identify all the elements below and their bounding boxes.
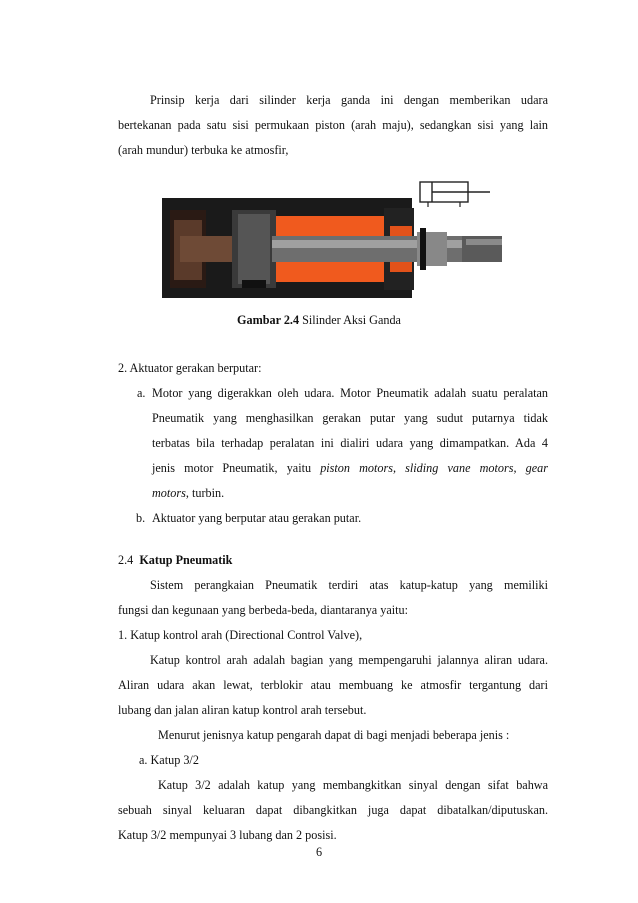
list-marker-b: b. [136,511,146,525]
section-2-heading: 2. Aktuator gerakan berputar: [118,361,262,375]
item-b-text: Aktuator yang berputar atau gerakan putar. [152,511,362,525]
katup-p4-line-2: sebuah sinyal keluaran dapat dibangkitkan juga dapat dibatalkan/diputuskan. [118,803,548,817]
section-2-4-heading [118,548,232,573]
katup-p1-line-1: Sistem perangkaian Pneumatik terdiri atas katup-katup yang memiliki [150,578,548,592]
item-a-line-5-text: , turbin. [185,486,225,500]
katup-p2-line-1: Katup kontrol arah adalah bagian yang mempengaruhi jalannya aliran udara. [150,653,548,667]
figure-caption [0,313,638,328]
item-a-line-3: terbatas bila terhadap peralatan ini dialiri udara yang dimampatkan. Ada 4 [152,436,548,450]
section-2-4-number: 2.4 [118,553,134,567]
katup-p2-line-3: lubang dan jalan aliran katup kontrol arah tersebut. [118,703,367,717]
item-a-line-1: Motor yang digerakkan oleh udara. Motor Pneumatik adalah suatu peralatan [152,386,548,400]
list-marker-a: a. [137,386,146,400]
katup-p2-line-2: Aliran udara akan lewat, terblokir atau membuang ke atmosfir tergantung dari [118,678,548,692]
item-a-line-5-italic: motors [152,486,186,500]
katup-p4-line-3: Katup 3/2 mempunyai 3 lubang dan 2 posisi. [118,828,337,842]
item-a-line-4-text: jenis motor Pneumatik, yaitu [152,461,321,475]
katup-sub-a: a. Katup 3/2 [139,753,199,767]
double-acting-cylinder-figure [162,180,502,300]
section-2-4-title: Katup Pneumatik [139,553,233,567]
intro-line-2: bertekanan pada satu sisi permukaan piston (arah maju), sedangkan sisi yang lain [118,118,548,132]
katup-p3: Menurut jenisnya katup pengarah dapat di bagi menjadi beberapa jenis : [158,728,510,742]
katup-list-item-1: 1. Katup kontrol arah (Directional Control Valve), [118,628,363,642]
item-a-line-5 [152,481,548,506]
cylinder-symbol-icon [420,182,490,207]
katup-p1-line-2: fungsi dan kegunaan yang berbeda-beda, diantaranya yaitu: [118,603,409,617]
katup-p4-line-1: Katup 3/2 adalah katup yang membangkitkan sinyal dengan sifat bahwa [158,778,548,792]
item-a-line-4 [152,456,548,481]
item-a-line-4-italic: piston motors, sliding vane motors, gear [320,461,548,475]
intro-line-3: (arah mundur) terbuka ke atmosfir, [118,143,289,157]
page-number: 6 [315,845,323,859]
figure-caption-label: Gambar 2.4 [237,313,300,327]
item-a-line-2: Pneumatik yang menghasilkan gerakan putar yang sudut putarnya tidak [152,411,548,425]
intro-line-1: Prinsip kerja dari silinder kerja ganda ini dengan memberikan udara [150,93,548,107]
figure-caption-text: Silinder Aksi Ganda [299,313,401,327]
